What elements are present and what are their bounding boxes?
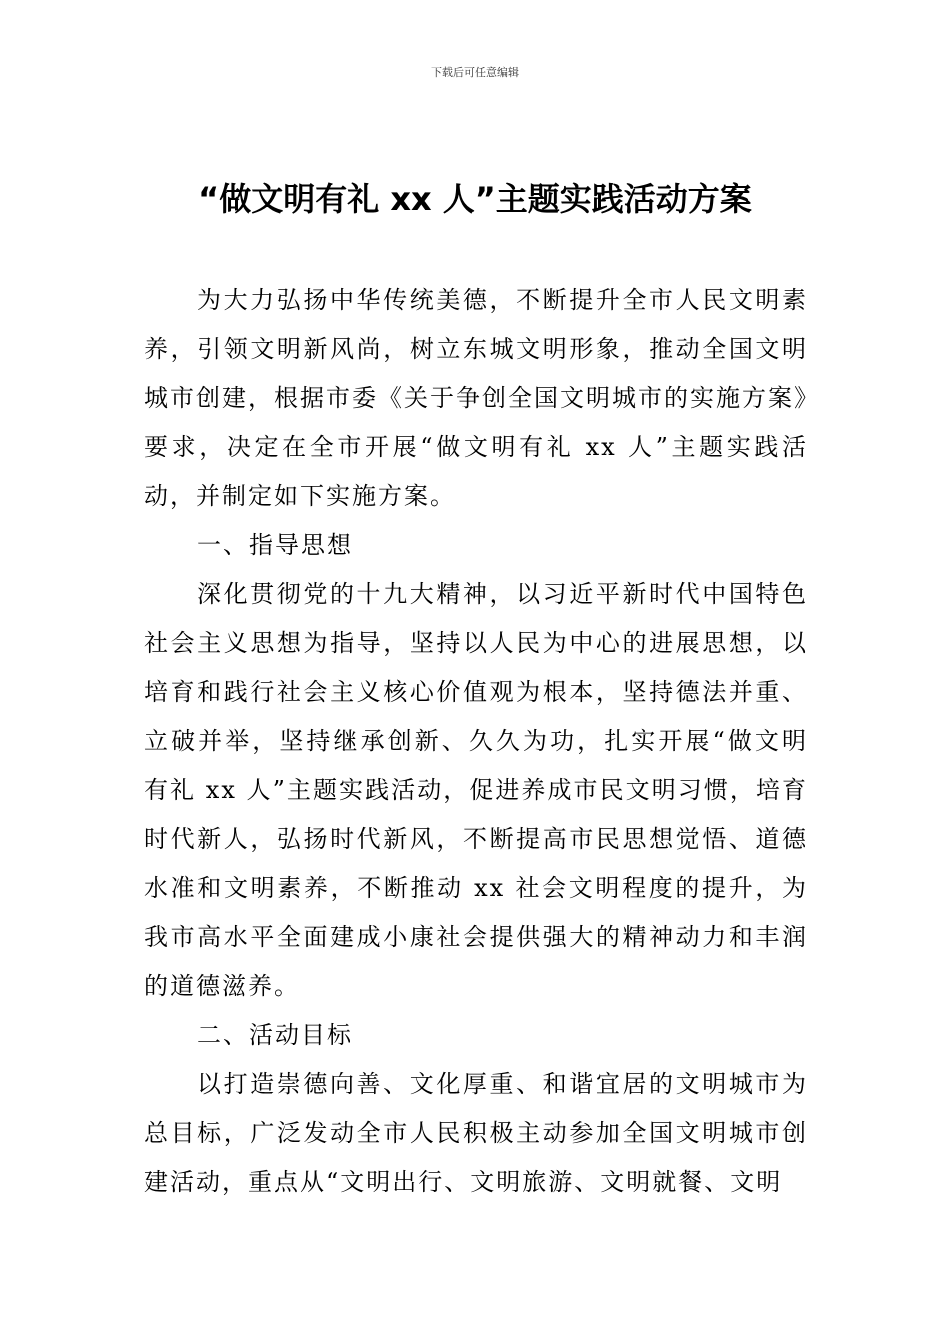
header-note: 下载后可任意编辑 <box>431 66 519 79</box>
document-body <box>144 276 808 1207</box>
document-title: “做文明有礼 xx 人”主题实践活动方案 <box>198 180 752 218</box>
section-heading-activity-goals: 二、活动目标 <box>197 1021 353 1049</box>
section-heading-guiding-thought: 一、指导思想 <box>197 531 353 559</box>
activity-goals-paragraph: 以打造崇德向善、文化厚重、和谐宜居的文明城市为总目标，广泛发动全市人民积极主动参加全国文明城市创建活动，重点从“文明出行、文明旅游、文明就餐、文明 <box>144 1070 808 1196</box>
guiding-thought-paragraph: 深化贯彻党的十九大精神，以习近平新时代中国特色社会主义思想为指导，坚持以人民为中心的进展思想，以培育和践行社会主义核心价值观为根本，坚持德法并重、立破并举，坚持继承创新、久久为功，扎实开展“做文明有礼 xx 人”主题实践活动，促进养成市民文明习惯，培育时代新人，弘扬时代新风，不断提高市民思想觉悟、道德水准和文明素养，不断推动 xx 社会文明程度的提升，为我市高水平全面建成小康社会提供强大的精神动力和丰润的道德滋养。 <box>144 580 808 1000</box>
intro-paragraph: 为大力弘扬中华传统美德，不断提升全市人民文明素养，引领文明新风尚，树立东城文明形象，推动全国文明城市创建，根据市委《关于争创全国文明城市的实施方案》要求，决定在全市开展“做文明有礼 xx 人”主题实践活动，并制定如下实施方案。 <box>144 286 808 510</box>
